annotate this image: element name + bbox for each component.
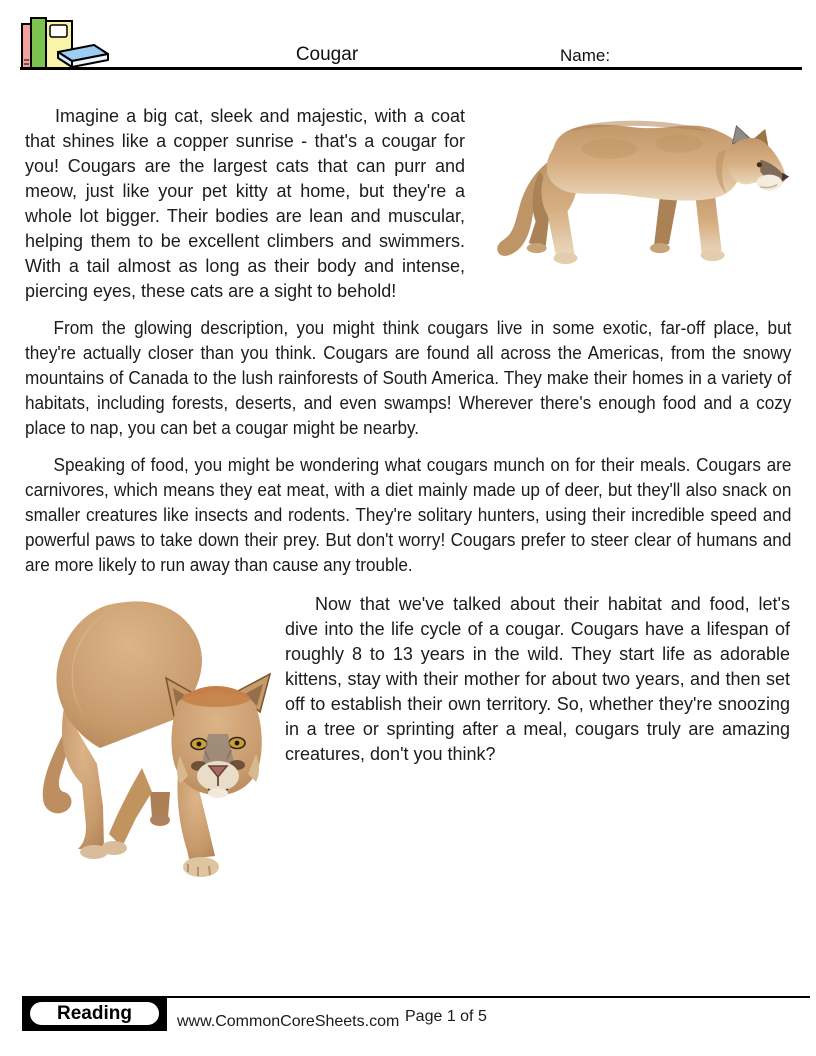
subject-badge bbox=[22, 997, 167, 1031]
website-url: www.CommonCoreSheets.com bbox=[177, 1013, 400, 1030]
page-title: Cougar bbox=[295, 44, 359, 65]
article bbox=[25, 70, 791, 767]
books-stack-icon bbox=[14, 6, 110, 68]
subject-badge-label: Reading bbox=[28, 1000, 161, 1027]
paragraph-intro: Imagine a big cat, sleek and majestic, with a coat that shines like a copper sunrise - that's a cougar for you! Cougars are the largest cats that can purr and meow, just like your pet kitty at home, but they're a whole lot bigger. Their bodies are lean and muscular, helping them to be excellent climbers and swimmers. With a tail almost as long as their body and intense, piercing eyes, these cats are a sight to behold! bbox=[25, 106, 465, 301]
name-label: Name: bbox=[560, 46, 611, 65]
paragraph-habitat: From the glowing description, you might think cougars live in some exotic, far-off place, but they're actually closer than you think. Cougars are found all across the Americas, from the snowy mountains of Canada to the lush rainforests of South America. They make their homes in a variety of habitats, including forests, deserts, and even swamps! Wherever there's enough food and a cozy place to nap, you can bet a cougar might be nearby. bbox=[25, 318, 792, 438]
header bbox=[0, 0, 816, 70]
paragraph-diet: Speaking of food, you might be wondering what cougars munch on for their meals. Cougars are carnivores, which means they eat meat, with a diet mainly made up of deer, but they'll also snack on smaller creatures like insects and rodents. They're solitary hunters, using their incredible speed and powerful paws to take down their prey. But don't worry! Cougars prefer to steer clear of humans and are more likely to run away than cause any trouble. bbox=[25, 455, 792, 575]
page-number: Page 1 of 5 bbox=[405, 1008, 487, 1025]
paragraph-lifecycle: Now that we've talked about their habitat and food, let's dive into the life cycle of a cougar. Cougars have a lifespan of roughly 8 to 13 years in the wild. They start life as adorable kittens, stay with their mother for about two years, and then set off to establish their own territory. So, whether they're snoozing in a tree or sprinting after a meal, cougars truly are amazing creatures, don't you think? bbox=[285, 594, 790, 764]
